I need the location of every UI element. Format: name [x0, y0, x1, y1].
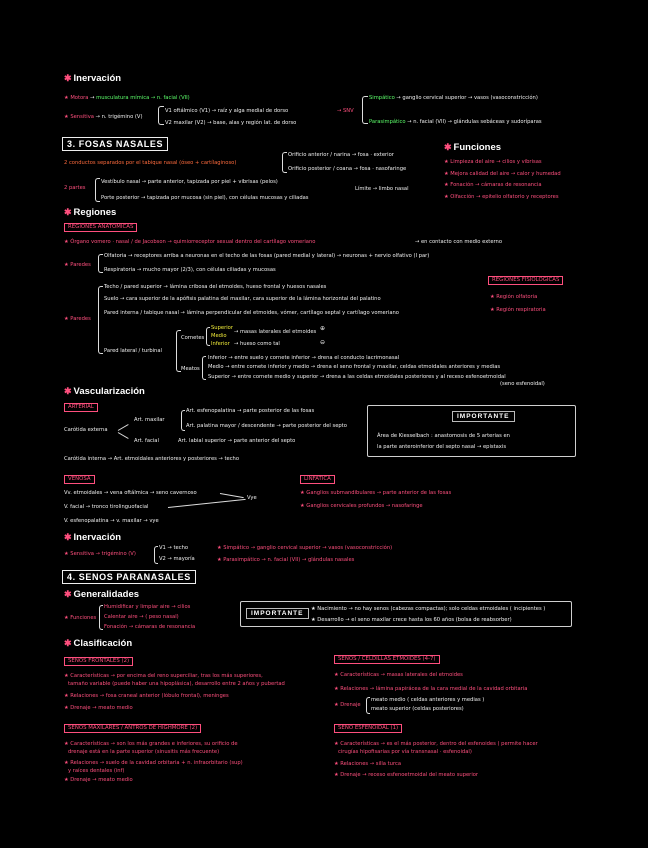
senos-etmoidales-tag: SENOS / CELDILLAS ETMOIDES (4-7) — [334, 655, 440, 664]
section-title-regiones: ✱ Regiones — [64, 207, 117, 218]
parasimpatico-2: ★ Parasimpático → n. facial (VII) → glándulas nasales — [217, 557, 355, 563]
organo-jacobson: ★ Órgano vomero · nasal / de Jacobson → quimiorreceptor sexual dentro del cartílago vomeriano — [64, 239, 316, 245]
regiones-fisiologicas-tag: REGIONES FISIOLÓGICAS — [488, 276, 563, 285]
clasificacion-title: ✱ Clasificación — [64, 638, 133, 649]
circle-up-icon: ⊕ — [320, 325, 326, 332]
frontales-drenaje: ★ Drenaje → meato medio — [64, 705, 133, 711]
contacto-medio-externo: → en contacto con medio externo — [415, 239, 503, 245]
cornete-medio: Medio — [211, 333, 227, 339]
pared-interna: Pared interna / tabique nasal → lámina perpendicular del etmoides, vómer, cartílago septal y cartílago vomeriano — [104, 310, 399, 316]
suelo: Suelo → cara superior de la apófisis palatina del maxilar, cara superior de la lámina horizontal del palatino — [104, 296, 381, 302]
linfatica-tag: LINFÁTICA — [300, 475, 335, 484]
kiesselbach-text-2: la parte anteroinferior del septo nasal → epistaxis — [377, 444, 507, 450]
limite-limbo: Límite → limbo nasal — [355, 186, 409, 192]
v1-techo: V1 → techo — [159, 545, 189, 551]
funcion-item: ★ Mejora calidad del aire → calor y humedad — [444, 171, 561, 177]
brace — [202, 356, 206, 380]
meatos-label: Meatos — [181, 366, 200, 372]
maxilares-relaciones-2: y raíces dentales (inf) — [68, 768, 125, 774]
funciones-senos: ★ Funciones — [64, 615, 97, 621]
importante-nacimiento: ★ Nacimiento → no hay senos (cabezas compactas); solo celdas etmoidales ( incipientes ) — [311, 606, 546, 612]
frontales-caracteristicas-2: tamaño variable (puede haber una hipoplásica), desarrollo entre 2 años y pubertad — [68, 681, 285, 687]
region-olfatoria: Olfatoria → receptores arriba a neuronas en el techo de las fosas (pared medial y lateral) → neuronas + nervio olfativo (I par) — [104, 253, 430, 259]
linfatica-1: ★ Ganglios submandibulares → parte anterior de las fosas — [300, 490, 452, 496]
paredes-label-2: ★ Paredes — [64, 316, 91, 322]
funcion-item: ★ Limpieza del aire → cilios y vibrisas — [444, 159, 542, 165]
region-respiratoria-fisio: ★ Región respiratoria — [490, 307, 546, 313]
art-maxilar: Art. maxilar — [134, 417, 165, 423]
simpatico-2: ★ Simpático → ganglio cervical superior → vasos (vasoconstricción) — [217, 545, 393, 551]
sensitiva-trigemino: ★ Sensitiva → trigémino (V) — [64, 551, 136, 557]
fosas-intro: 2 conductos separados por el tabique nasal (óseo + cartílaginoso) — [64, 160, 237, 166]
etmoid-drenaje: ★ Drenaje — [334, 702, 361, 708]
brace — [99, 605, 103, 630]
brace — [181, 410, 185, 431]
maxilares-drenaje: ★ Drenaje → meato medio — [64, 777, 133, 783]
section-title-senos: 4. SENOS PARANASALES — [62, 570, 196, 584]
linfatica-2: ★ Ganglios cervicales profundos → nasofaringe — [300, 503, 423, 509]
brace — [282, 152, 287, 173]
frontales-caracteristicas: ★ Características → por encima del reno superciliar, tras los más superiores, — [64, 673, 263, 679]
meato-superior-note: (seno esfenoidal) — [500, 381, 545, 387]
carotida-interna: Carótida interna → Art. etmoidales anteriores y posteriores → techo — [64, 456, 240, 462]
maxilares-caracteristicas: ★ Características → son los más grandes e inferiores, su orificio de — [64, 741, 238, 747]
snv-label: → SNV — [337, 108, 354, 114]
vye-label: Vye — [247, 495, 257, 501]
motora-row: ★ Motora → musculatura mímica → n. facial (VII) — [64, 95, 190, 101]
brace — [154, 546, 158, 564]
meato-superior: Superior → entre cornete medio y superior → drena a las celdas etmoidales posteriores y al receso esfenoetmoidal — [208, 374, 506, 380]
partes-label: 2 partes — [64, 185, 86, 191]
art-esfenopalatina: Art. esfenopalatina → parte posterior de las fosas — [186, 408, 315, 414]
generalidades-title: ✱ Generalidades — [64, 589, 140, 600]
esfenoidal-caracteristicas-2: cirugías hipofisarias por vía transnasal · esfenoidal) — [338, 749, 472, 755]
kiesselbach-text-1: Área de Kiesselbach : anastomosis de 5 arterias en — [377, 433, 510, 439]
funcion-senos-1: Humidificar y limpiar aire → cilios — [104, 604, 191, 610]
importante-label-1: IMPORTANTE — [452, 411, 515, 422]
cornete-inferior: Inferior — [211, 341, 230, 347]
region-respiratoria: Respiratoria → mucho mayor (2/3), con células ciliadas y mucosas — [104, 267, 276, 273]
art-palatina: Art. palatina mayor / descendente → parte posterior del septo — [186, 423, 347, 429]
maxilares-relaciones: ★ Relaciones → suelo de la cavidad orbitaria + n. infraorbitario (sup) — [64, 760, 243, 766]
venosa-3: V. esfenopalatina → v. maxilar → vye — [64, 518, 159, 524]
brace — [362, 96, 368, 124]
etmoid-caracteristicas: ★ Características → masas laterales del etmoides — [334, 672, 463, 678]
carotida-externa: Carótida externa — [64, 427, 108, 433]
funcion-item: ★ Fonación → cámaras de resonancia — [444, 182, 542, 188]
paredes-label: ★ Paredes — [64, 262, 91, 268]
cornete-hueso: → hueso como tal — [234, 341, 280, 347]
brace — [206, 327, 210, 346]
cornetes-etmoides: → masas laterales del etmoides — [234, 329, 317, 335]
orificio-anterior: Orificio anterior / narina → fosa · exterior — [288, 152, 394, 158]
brace — [98, 286, 103, 354]
brace — [366, 697, 370, 714]
importante-desarrollo: ★ Desarrollo → el seno maxilar crece hasta los 60 años (bolsa de reabsorber) — [311, 617, 512, 623]
importante-label-2: IMPORTANTE — [246, 608, 309, 619]
esfenoidal-drenaje: ★ Drenaje → receso esfenoetmoidal del meato superior — [334, 772, 479, 778]
brace — [158, 106, 164, 125]
vestibulo-nasal: Vestíbulo nasal → parte anterior, tapizada por piel + vibrisas (pelos) — [101, 179, 278, 185]
region-olfatoria-fisio: ★ Región olfatoria — [490, 294, 538, 300]
etmoid-drenaje-2: meato superior (celdas posteriores) — [371, 706, 464, 712]
esfenoidal-caracteristicas: ★ Características → es el más posterior, dentro del esfenoides ( permite hacer — [334, 741, 538, 747]
maxilares-caracteristicas-2: drenaje está en la parte superior (sinusitis más frecuente) — [68, 749, 220, 755]
funcion-senos-2: Calentar aire → ( peso nasal) — [104, 614, 179, 620]
etmoid-relaciones: ★ Relaciones → lámina papirácea de la cara medial de la cavidad orbitaria — [334, 686, 528, 692]
v1-oftalmico: V1 oftálmico (V1) → raíz y alga medial de dorso — [165, 108, 289, 114]
venosa-2: V. facial → tronco tirolinguofacial — [64, 504, 149, 510]
funciones-title: ✱ Funciones — [444, 142, 502, 153]
meato-medio: Medio → entre cornete inferior y medio → drena el seno frontal y maxilar, celdas etmoidales anteriores y medias — [208, 364, 501, 370]
branch-line — [118, 432, 129, 439]
branch-line — [118, 424, 129, 431]
meato-inferior: Inferior → entre suelo y cornete inferior → drena el conducto lacrimonasal — [208, 355, 400, 361]
v2-maxilar: V2 maxilar (V2) → base, alas y región lat. de dorso — [165, 120, 297, 126]
senos-maxilares-tag: SENOS MAXILARES / ANTROS DE HIGHMORE (2) — [64, 724, 201, 733]
parasimpatico-row: Parasimpático → n. facial (VII) → glándulas sebáceas y sudoríparas — [369, 119, 542, 125]
section-title-fosas-nasales: 3. FOSAS NASALES — [62, 137, 168, 151]
orificio-posterior: Orificio posterior / coana → fosa · nasofaringe — [288, 166, 407, 172]
pared-lateral: Pared lateral / turbinal — [104, 348, 162, 354]
converge-line — [168, 499, 246, 508]
etmoid-drenaje-1: meato medio ( celdas anteriores y medias ) — [371, 697, 485, 703]
seno-esfenoidal-tag: SENO ESFENOIDAL (1) — [334, 724, 402, 733]
esfenoidal-relaciones: ★ Relaciones → silla turca — [334, 761, 402, 767]
arterial-tag: ARTERIAL — [64, 403, 98, 412]
converge-line — [220, 493, 244, 498]
regiones-anatomicas-tag: REGIONES ANATÓMICAS — [64, 223, 137, 232]
senos-frontales-tag: SENOS FRONTALES (2) — [64, 657, 133, 666]
techo-pared-superior: Techo / pared superior → lámina cribosa del etmoides, hueso frontal y huesos nasales — [104, 284, 327, 290]
brace — [95, 178, 100, 202]
simpatico-row: Simpático → ganglio cervical superior → vasos (vasoconstricción) — [369, 95, 538, 101]
cornete-superior: Superior — [211, 325, 233, 331]
sensitiva-row: ★ Sensitiva → n. trigémino (V) — [64, 114, 143, 120]
section-title-inervacion-1: ✱ Inervación — [64, 73, 122, 84]
circle-down-icon: ⊖ — [320, 339, 326, 346]
art-labial: Art. labial superior → parte anterior del septo — [178, 438, 296, 444]
parte-posterior: Porte posterior → tapizada por mucosa (sin piel), con células mucosas y ciliadas — [101, 195, 309, 201]
frontales-relaciones: ★ Relaciones → fosa craneal anterior (lóbulo frontal), meninges — [64, 693, 229, 699]
section-title-inervacion-2: ✱ Inervación — [64, 532, 122, 543]
art-facial: Art. facial — [134, 438, 159, 444]
venosa-tag: VENOSA — [64, 475, 95, 484]
venosa-1: Vv. etmoidales → vena oftálmica → seno cavernoso — [64, 490, 197, 496]
brace — [98, 254, 103, 273]
section-title-vascularizacion: ✱ Vascularización — [64, 386, 145, 397]
funcion-item: ★ Olfacción → epitelio olfatorio y receptores — [444, 194, 559, 200]
v2-mayoria: V2 → mayoría — [159, 556, 195, 562]
funcion-senos-3: Fonación → cámaras de resonancia — [104, 624, 196, 630]
cornetes-label: Cornetes — [181, 335, 205, 341]
